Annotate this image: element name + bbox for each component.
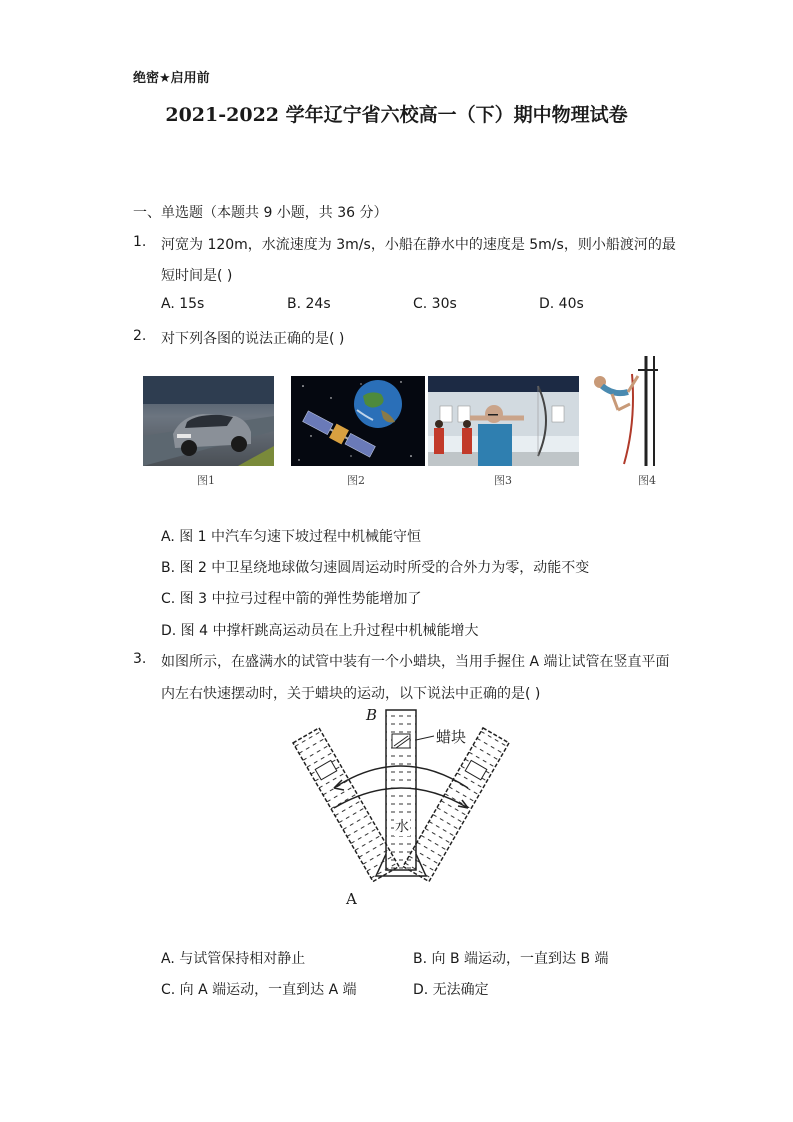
test-tube-diagram bbox=[262, 704, 534, 914]
figure-4-pole-vault-drawing bbox=[588, 352, 660, 466]
question-3-option-b[interactable]: B. 向 B 端运动，一直到达 B 端 bbox=[413, 951, 609, 967]
question-2-option-a[interactable]: A. 图 1 中汽车匀速下坡过程中机械能守恒 bbox=[161, 529, 422, 545]
exam-title: 2021-2022 学年辽宁省六校高一（下）期中物理试卷 bbox=[165, 104, 628, 126]
water-label: 水 bbox=[394, 816, 410, 836]
question-1-option-c[interactable]: C. 30s bbox=[413, 296, 457, 312]
question-3-option-a[interactable]: A. 与试管保持相对静止 bbox=[161, 951, 306, 967]
question-1-option-b[interactable]: B. 24s bbox=[287, 296, 331, 312]
tube-end-b-label: B bbox=[366, 706, 378, 724]
figure-3-caption: 图3 bbox=[494, 474, 512, 487]
question-1-option-d[interactable]: D. 40s bbox=[539, 296, 584, 312]
figure-2-caption: 图2 bbox=[347, 474, 365, 487]
question-2-option-b[interactable]: B. 图 2 中卫星绕地球做匀速圆周运动时所受的合外力为零，动能不变 bbox=[161, 560, 590, 576]
figure-1-caption: 图1 bbox=[197, 474, 215, 487]
left-test-tube bbox=[293, 728, 399, 882]
question-3-stem-line1: 如图所示，在盛满水的试管中装有一个小蜡块，当用手握住 A 端让试管在竖直平面 bbox=[161, 654, 670, 670]
question-2-option-d[interactable]: D. 图 4 中撑杆跳高运动员在上升过程中机械能增大 bbox=[161, 623, 479, 639]
question-3-number: 3. bbox=[133, 651, 147, 667]
question-3-stem-line2: 内左右快速摆动时，关于蜡块的运动，以下说法中正确的是( ) bbox=[161, 686, 541, 702]
confidential-label: 绝密★启用前 bbox=[133, 71, 210, 86]
question-1-stem-line2: 短时间是( ) bbox=[161, 268, 233, 284]
question-2-option-c[interactable]: C. 图 3 中拉弓过程中箭的弹性势能增加了 bbox=[161, 591, 422, 607]
tube-end-a-label: A bbox=[346, 890, 357, 908]
question-2-stem: 对下列各图的说法正确的是( ) bbox=[161, 331, 345, 347]
question-3-option-d[interactable]: D. 无法确定 bbox=[413, 982, 489, 998]
question-1-stem-line1: 河宽为 120m，水流速度为 3m/s，小船在静水中的速度是 5m/s，则小船渡河的最 bbox=[161, 237, 676, 253]
right-test-tube bbox=[403, 728, 509, 882]
figure-4-caption: 图4 bbox=[638, 474, 656, 487]
question-2-number: 2. bbox=[133, 328, 147, 344]
wax-block-label: 蜡块 bbox=[436, 728, 467, 746]
figure-2-satellite-photo bbox=[291, 376, 425, 466]
figure-1-car-photo bbox=[143, 376, 274, 466]
section-heading: 一、单选题（本题共 9 小题，共 36 分） bbox=[133, 205, 388, 221]
question-1-option-a[interactable]: A. 15s bbox=[161, 296, 205, 312]
question-3-option-c[interactable]: C. 向 A 端运动，一直到达 A 端 bbox=[161, 982, 357, 998]
question-1-number: 1. bbox=[133, 234, 147, 250]
figure-3-archery-photo bbox=[428, 376, 579, 466]
